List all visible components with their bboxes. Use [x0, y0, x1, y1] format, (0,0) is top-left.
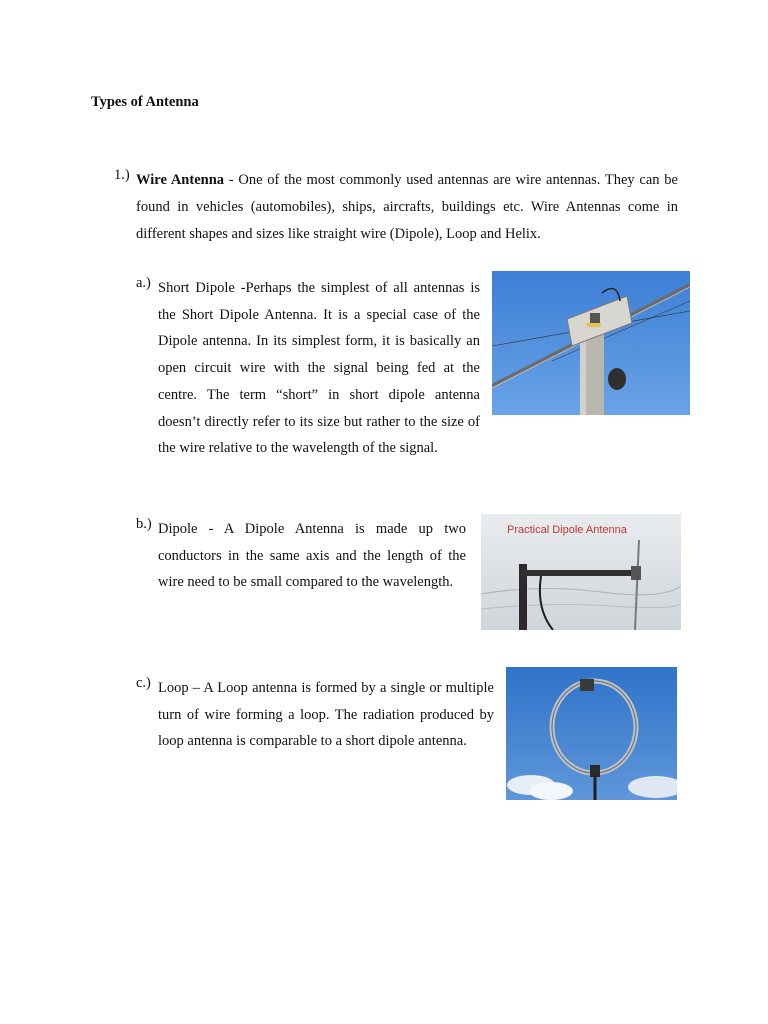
paragraph-wire-antenna: [136, 167, 678, 248]
paragraph-short-dipole: Short Dipole -Perhaps the simplest of all antennas is the Short Dipole Antenna. It is a special case of the Dipole antenna. In its simplest form, it is basically an open circuit wire with the signal being fed at the centre. The term “short” in short dipole antenna doesn’t directly refer to its size but rather to the size of the wire relative to the wavelength of the signal.: [158, 280, 480, 457]
short-dipole-photo: [492, 271, 690, 415]
list-number: 1.): [114, 167, 130, 183]
sub-letter-b: b.): [136, 516, 152, 532]
dipole-photo-caption: Practical Dipole Antenna: [507, 524, 627, 536]
sub-letter-a: a.): [136, 275, 151, 291]
paragraph-loop: Loop – A Loop antenna is formed by a single or multiple turn of wire forming a loop. The radiation produced by loop antenna is comparable to a short dipole antenna.: [158, 680, 494, 750]
sub-letter-c: c.): [136, 675, 151, 691]
paragraph-dipole: Dipole - A Dipole Antenna is made up two conductors in the same axis and the length of the wire need to be small compared to the wavelength.: [158, 521, 466, 591]
page-title: Types of Antenna: [91, 94, 199, 110]
term-wire-antenna: Wire Antenna: [136, 172, 225, 188]
wire-antenna-description: - One of the most commonly used antennas are wire antennas. They can be found in vehicles (automobiles), ships, aircrafts, buildings etc. Wire Antennas come in different shapes and sizes like straight wire (Dipole), Loop and Helix.: [136, 172, 678, 242]
loop-photo: [506, 667, 677, 800]
dipole-photo: [481, 514, 681, 630]
